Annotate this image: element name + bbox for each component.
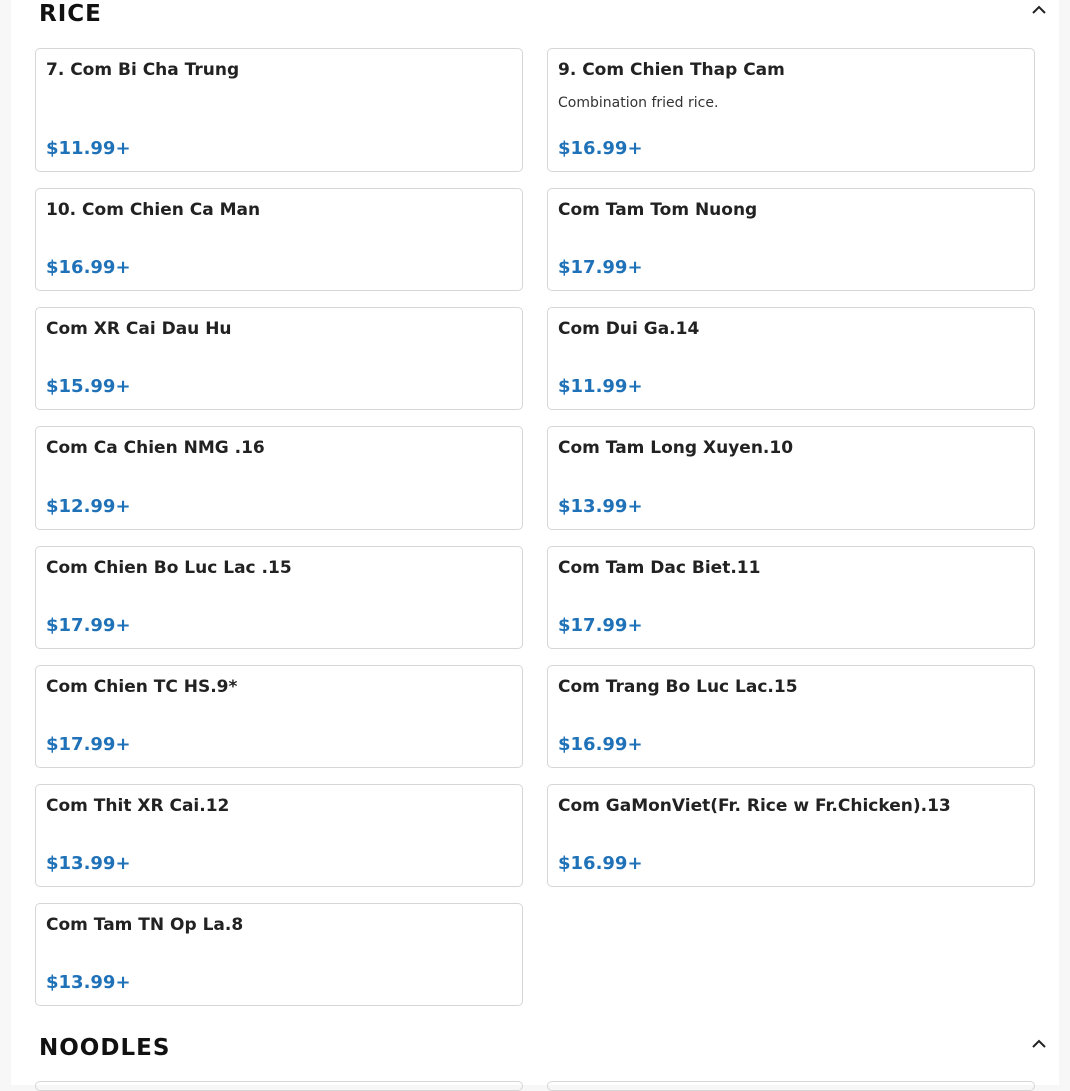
item-name: 10. Com Chien Ca Man [46, 200, 261, 220]
menu-item-card[interactable] [35, 665, 523, 768]
chevron-up-icon[interactable] [1029, 0, 1049, 20]
section-header-noodles[interactable] [39, 1034, 1049, 1074]
item-description: Combination fried rice. [558, 95, 719, 111]
item-price: $12.99+ [46, 496, 131, 517]
menu-item-card[interactable] [547, 48, 1035, 172]
item-price: $17.99+ [46, 734, 131, 755]
item-name: 7. Com Bi Cha Trung [46, 60, 240, 80]
item-name: Com Chien TC HS.9* [46, 677, 238, 697]
item-price: $11.99+ [558, 376, 643, 397]
menu-item-card[interactable] [35, 784, 523, 887]
menu-item-card[interactable] [35, 903, 523, 1006]
item-price: $16.99+ [558, 734, 643, 755]
section-title: NOODLES [39, 1035, 171, 1061]
menu-item-card[interactable] [547, 188, 1035, 291]
item-name: 9. Com Chien Thap Cam [558, 60, 785, 80]
item-name: Com Ca Chien NMG .16 [46, 438, 265, 458]
item-name: Com Tam Tom Nuong [558, 200, 758, 220]
item-price: $16.99+ [558, 853, 643, 874]
item-name: Com Dui Ga.14 [558, 319, 700, 339]
item-name: Com Tam Long Xuyen.10 [558, 438, 794, 458]
item-price: $13.99+ [46, 972, 131, 993]
menu-item-card[interactable] [35, 426, 523, 530]
item-price: $17.99+ [558, 615, 643, 636]
menu-item-card-partial[interactable] [35, 1081, 523, 1091]
menu-item-card[interactable] [35, 546, 523, 649]
item-price: $11.99+ [46, 138, 131, 159]
item-name: Com Tam TN Op La.8 [46, 915, 244, 935]
item-name: Com Tam Dac Biet.11 [558, 558, 761, 578]
item-price: $17.99+ [558, 257, 643, 278]
section-header-rice[interactable] [39, 0, 1049, 40]
item-price: $17.99+ [46, 615, 131, 636]
item-name: Com Thit XR Cai.12 [46, 796, 230, 816]
item-name: Com XR Cai Dau Hu [46, 319, 232, 339]
menu-item-card[interactable] [35, 307, 523, 410]
menu-item-card[interactable] [35, 188, 523, 291]
menu-item-card[interactable] [547, 426, 1035, 530]
menu-panel [11, 0, 1059, 1085]
item-name: Com Trang Bo Luc Lac.15 [558, 677, 798, 697]
item-price: $13.99+ [46, 853, 131, 874]
menu-item-card[interactable] [35, 48, 523, 172]
item-name: Com GaMonViet(Fr. Rice w Fr.Chicken).13 [558, 796, 951, 816]
item-name: Com Chien Bo Luc Lac .15 [46, 558, 292, 578]
menu-item-card[interactable] [547, 665, 1035, 768]
section-title: RICE [39, 1, 102, 27]
item-price: $16.99+ [46, 257, 131, 278]
menu-item-card[interactable] [547, 784, 1035, 887]
chevron-up-icon[interactable] [1029, 1034, 1049, 1054]
menu-item-card-partial[interactable] [547, 1081, 1035, 1091]
menu-item-card[interactable] [547, 307, 1035, 410]
item-price: $15.99+ [46, 376, 131, 397]
item-price: $13.99+ [558, 496, 643, 517]
item-price: $16.99+ [558, 138, 643, 159]
menu-item-card[interactable] [547, 546, 1035, 649]
